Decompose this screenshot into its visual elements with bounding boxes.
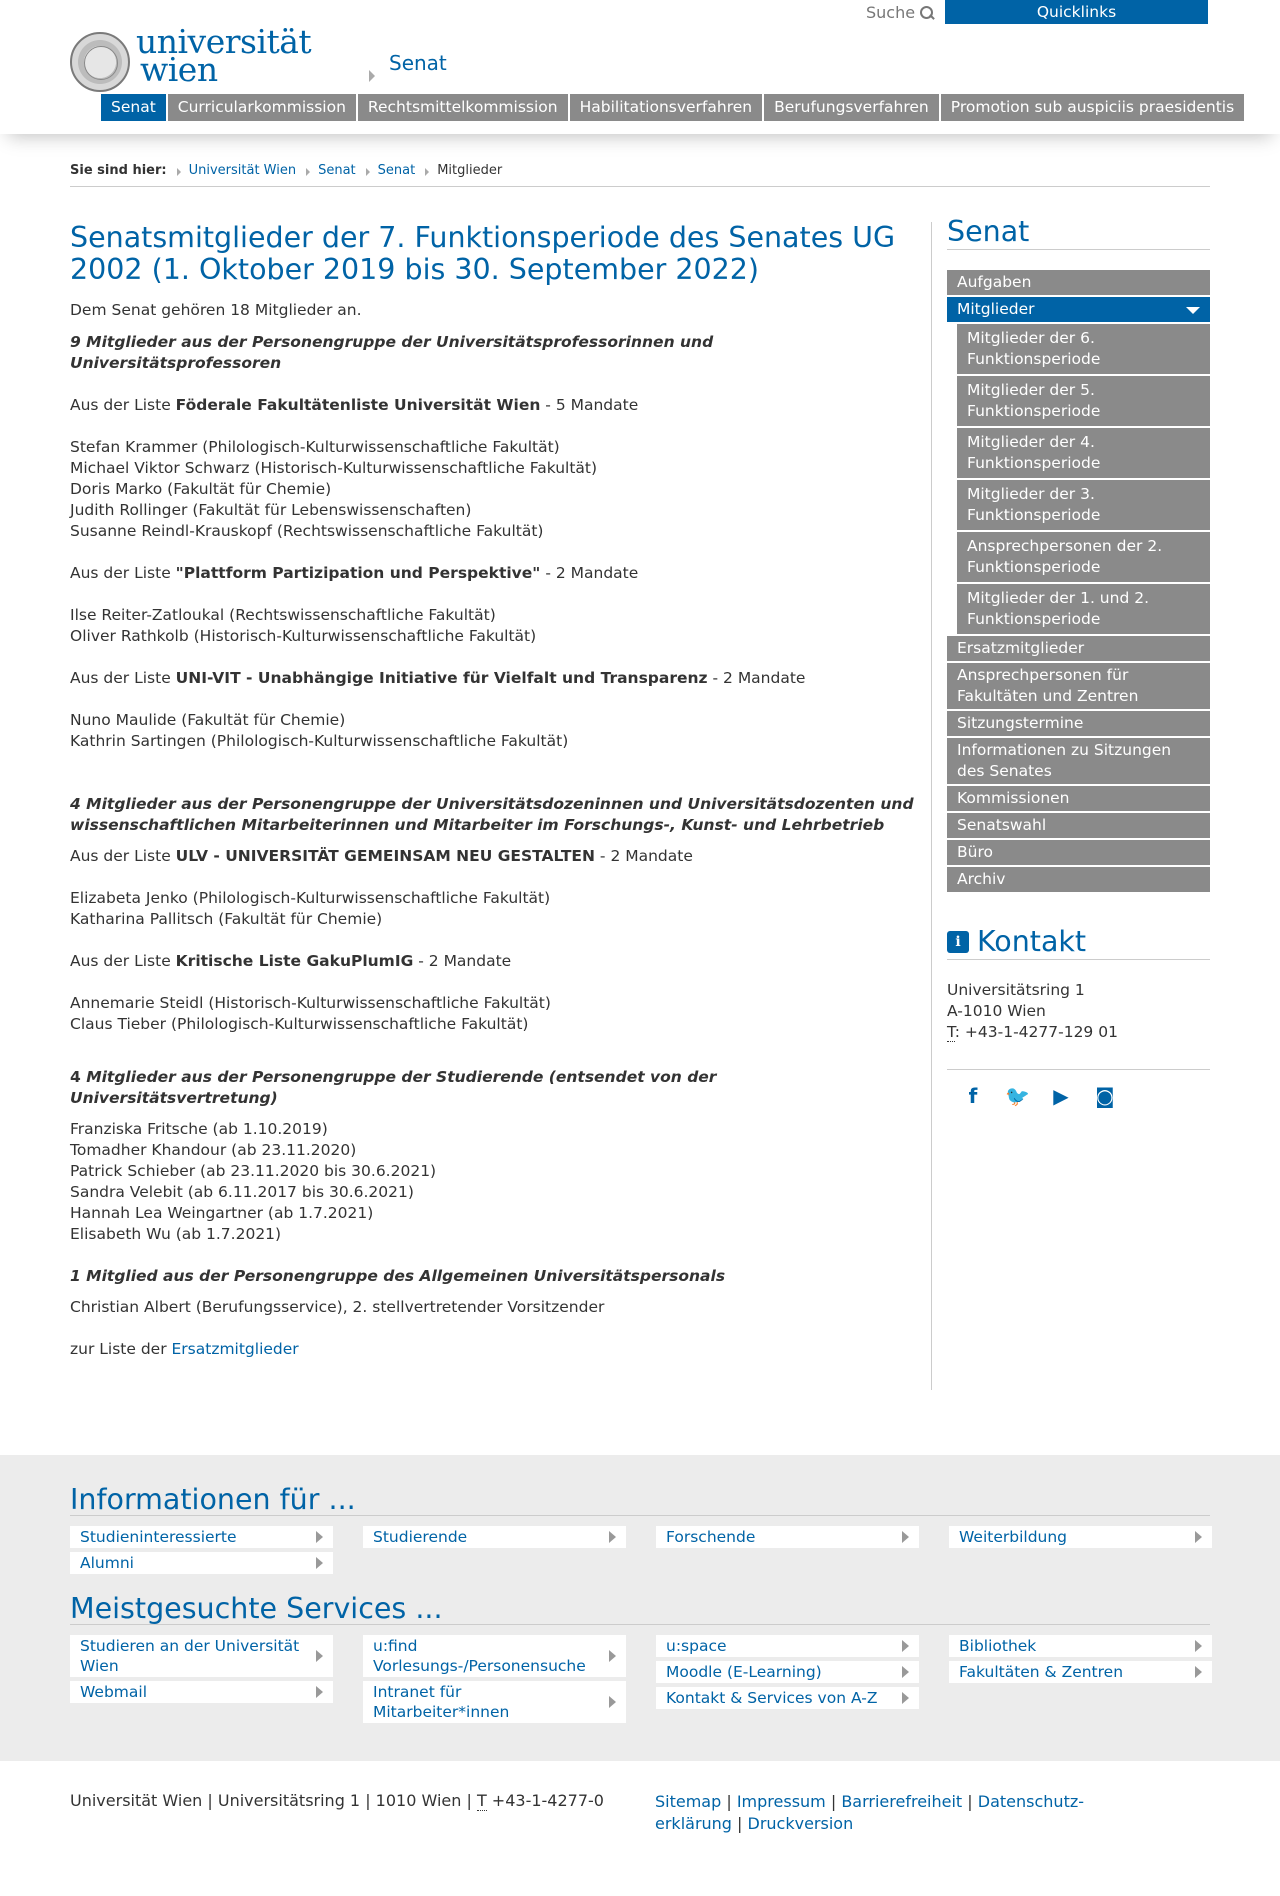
member-list	[70, 437, 920, 542]
link-studieninteressierte[interactable]: Studieninteressierte	[70, 1526, 333, 1548]
substitutes-link-text: zur Liste der Ersatzmitglieder	[70, 1340, 299, 1358]
sidebar	[947, 215, 1210, 1108]
nav-tab-promotion[interactable]: Promotion sub auspiciis praesidentis	[941, 94, 1244, 121]
member: Oliver Rathkolb (Historisch-Kulturwissenschaftliche Fakultät)	[70, 627, 537, 645]
member-list	[70, 993, 920, 1035]
link-kontakt-services[interactable]: Kontakt & Services von A-Z	[656, 1687, 919, 1709]
info-icon: i	[947, 931, 969, 953]
sidebar-item-senatswahl[interactable]: Senatswahl	[947, 813, 1210, 838]
group-heading-students: 4 Mitglieder aus der Personengruppe der Studierende (entsendet von der Universitätsvertretung)	[70, 1068, 717, 1107]
member: Tomadher Khandour (ab 23.11.2020)	[70, 1141, 357, 1159]
link-moodle[interactable]: Moodle (E-Learning)	[656, 1661, 919, 1683]
university-logo[interactable]	[70, 22, 312, 94]
twitter-icon[interactable]: 🐦	[1005, 1084, 1030, 1108]
nav-tab-rechtsmittelkommission[interactable]: Rechtsmittelkommission	[358, 94, 568, 121]
member: Katharina Pallitsch (Fakultät für Chemie)	[70, 910, 383, 928]
nav-tab-curricularkommission[interactable]: Curricularkommission	[168, 94, 356, 121]
sidebar-item-buero[interactable]: Büro	[947, 840, 1210, 865]
sidebar-item-mitglieder[interactable]: Mitglieder	[947, 297, 1210, 322]
info-links	[70, 1526, 1210, 1574]
sidebar-item-ansprechpersonen[interactable]: Ansprechpersonen für Fakultäten und Zentren	[947, 663, 1210, 709]
list-heading: Aus der Liste Kritische Liste GakuPlumIG - 2 Mandate	[70, 952, 512, 970]
breadcrumb-label: Sie sind hier:	[70, 163, 167, 178]
member: Christian Albert (Berufungsservice), 2. stellvertretender Vorsitzender	[70, 1298, 605, 1316]
search-icon	[919, 5, 935, 21]
breadcrumb-link-senat-1[interactable]: Senat	[318, 163, 356, 178]
breadcrumb-separator-icon	[366, 168, 370, 176]
services-heading: Meistgesuchte Services ...	[70, 1594, 1210, 1625]
list-heading: Aus der Liste UNI-VIT - Unabhängige Initiative für Vielfalt und Transparenz - 2 Mandate	[70, 669, 806, 687]
sidebar-item-ersatzmitglieder[interactable]: Ersatzmitglieder	[947, 636, 1210, 661]
kontakt-address: Universitätsring 1 A-1010 Wien T: +43-1-4277-129 01	[947, 981, 1118, 1041]
sidebar-item-kommissionen[interactable]: Kommissionen	[947, 786, 1210, 811]
group-heading-docents: 4 Mitglieder aus der Personengruppe der Universitätsdozeninnen und Universitätsdozenten und wissenschaftlichen Mitarbeiterinnen und Mitarbeiter im Forschungs-, Kunst- und Lehrbetrieb	[70, 795, 914, 834]
sidebar-subitem-4[interactable]: Mitglieder der 4. Funktionsperiode	[957, 428, 1210, 478]
list-heading: Aus der Liste "Plattform Partizipation und Perspektive" - 2 Mandate	[70, 564, 639, 582]
member: Susanne Reindl-Krauskopf (Rechtswissenschaftliche Fakultät)	[70, 522, 544, 540]
link-forschende[interactable]: Forschende	[656, 1526, 919, 1548]
sidebar-subitem-2[interactable]: Ansprechpersonen der 2. Funktionsperiode	[957, 532, 1210, 582]
substitutes-link[interactable]: Ersatzmitglieder	[171, 1340, 299, 1358]
services-links	[70, 1635, 1210, 1723]
sidebar-item-aufgaben[interactable]: Aufgaben	[947, 270, 1210, 295]
kontakt-heading: i Kontakt	[947, 925, 1210, 960]
member: Hannah Lea Weingartner (ab 1.7.2021)	[70, 1204, 374, 1222]
sidebar-subitem-1-2[interactable]: Mitglieder der 1. und 2. Funktionsperiode	[957, 584, 1210, 634]
sidebar-subitem-5[interactable]: Mitglieder der 5. Funktionsperiode	[957, 376, 1210, 426]
list-heading: Aus der Liste Föderale Fakultätenliste Universität Wien - 5 Mandate	[70, 396, 639, 414]
footer-links: Sitemap | Impressum | Barrierefreiheit | Datenschutz-erklärung | Druckversion	[655, 1792, 1085, 1833]
member: Claus Tieber (Philologisch-Kulturwissenschaftliche Fakultät)	[70, 1015, 529, 1033]
sidebar-item-archiv[interactable]: Archiv	[947, 867, 1210, 892]
breadcrumb-separator-icon	[425, 168, 429, 176]
main-content	[70, 222, 920, 1360]
info-heading: Informationen für ...	[70, 1485, 1210, 1516]
link-bibliothek[interactable]: Bibliothek	[949, 1635, 1212, 1657]
youtube-icon[interactable]: ▶	[1053, 1084, 1069, 1108]
breadcrumb-link-senat-2[interactable]: Senat	[377, 163, 416, 178]
sidebar-title: Senat	[947, 215, 1210, 250]
link-weiterbildung[interactable]: Weiterbildung	[949, 1526, 1212, 1548]
site-title[interactable]: Senat	[389, 51, 447, 75]
university-seal-icon	[70, 32, 130, 92]
sidebar-item-sitzungsinfos[interactable]: Informationen zu Sitzungen des Senates	[947, 738, 1210, 784]
logo-wordmark: universität wien	[136, 22, 312, 89]
footer-link-datenschutz[interactable]: Datenschutz-erklärung	[655, 1792, 1085, 1833]
site-header	[0, 0, 1280, 134]
content-divider	[931, 222, 932, 1390]
footer-link-impressum[interactable]: Impressum	[736, 1792, 826, 1811]
chevron-right-icon	[369, 70, 375, 82]
link-ufind[interactable]: u:find Vorlesungs-/Personensuche	[363, 1635, 626, 1677]
member: Kathrin Sartingen (Philologisch-Kulturwissenschaftliche Fakultät)	[70, 732, 569, 750]
member: Patrick Schieber (ab 23.11.2020 bis 30.6.2021)	[70, 1162, 437, 1180]
member-list	[70, 710, 920, 752]
instagram-icon[interactable]: ◙	[1095, 1084, 1115, 1108]
member: Judith Rollinger (Fakultät für Lebenswissenschaften)	[70, 501, 472, 519]
caret-down-icon	[1186, 307, 1200, 314]
sidebar-subitem-3[interactable]: Mitglieder der 3. Funktionsperiode	[957, 480, 1210, 530]
member: Michael Viktor Schwarz (Historisch-Kulturwissenschaftliche Fakultät)	[70, 459, 598, 477]
member: Franziska Fritsche (ab 1.10.2019)	[70, 1120, 328, 1138]
sidebar-subitem-6[interactable]: Mitglieder der 6. Funktionsperiode	[957, 324, 1210, 374]
group-heading-staff: 1 Mitglied aus der Personengruppe des Allgemeinen Universitätspersonals	[70, 1267, 726, 1285]
link-webmail[interactable]: Webmail	[70, 1681, 333, 1703]
member: Annemarie Steidl (Historisch-Kulturwissenschaftliche Fakultät)	[70, 994, 551, 1012]
member: Stefan Krammer (Philologisch-Kulturwissenschaftliche Fakultät)	[70, 438, 560, 456]
link-alumni[interactable]: Alumni	[70, 1552, 333, 1574]
list-heading: Aus der Liste ULV - UNIVERSITÄT GEMEINSAM NEU GESTALTEN - 2 Mandate	[70, 847, 693, 865]
member-list	[70, 605, 920, 647]
page-footer	[0, 1761, 1280, 1896]
breadcrumb-separator-icon	[306, 168, 310, 176]
nav-tab-berufungsverfahren[interactable]: Berufungsverfahren	[764, 94, 939, 121]
breadcrumb	[70, 163, 1210, 187]
footer-address: Universität Wien | Universitätsring 1 | 1010 Wien | T +43-1-4277-0	[70, 1791, 604, 1810]
member-list	[70, 888, 920, 930]
intro-text: Dem Senat gehören 18 Mitglieder an.	[70, 301, 362, 319]
social-links	[947, 1069, 1210, 1108]
footer-link-barrierefreiheit[interactable]: Barrierefreiheit	[841, 1792, 963, 1811]
nav-tab-senat[interactable]: Senat	[101, 94, 166, 121]
footer-link-sitemap[interactable]: Sitemap	[655, 1792, 722, 1811]
facebook-icon[interactable]: f	[968, 1084, 978, 1108]
link-uspace[interactable]: u:space	[656, 1635, 919, 1657]
link-studieren[interactable]: Studieren an der Universität Wien	[70, 1635, 333, 1677]
member: Ilse Reiter-Zatloukal (Rechtswissenschaftliche Fakultät)	[70, 606, 496, 624]
sidebar-item-sitzungstermine[interactable]: Sitzungstermine	[947, 711, 1210, 736]
top-navigation	[101, 94, 1244, 121]
member: Sandra Velebit (ab 6.11.2017 bis 30.6.2021)	[70, 1183, 414, 1201]
footer-link-druckversion[interactable]: Druckversion	[747, 1814, 854, 1833]
info-footer	[0, 1455, 1280, 1761]
link-intranet[interactable]: Intranet für Mitarbeiter*innen	[363, 1681, 626, 1723]
breadcrumb-link-universitaet[interactable]: Universität Wien	[188, 163, 297, 178]
member: Doris Marko (Fakultät für Chemie)	[70, 480, 332, 498]
search-button[interactable]	[866, 3, 935, 22]
link-fakultaeten[interactable]: Fakultäten & Zentren	[949, 1661, 1212, 1683]
member: Elisabeth Wu (ab 1.7.2021)	[70, 1225, 282, 1243]
breadcrumb-separator-icon	[177, 168, 181, 176]
search-label: Suche	[866, 3, 916, 22]
member: Nuno Maulide (Fakultät für Chemie)	[70, 711, 346, 729]
quicklinks-button[interactable]: Quicklinks	[945, 0, 1208, 24]
link-studierende[interactable]: Studierende	[363, 1526, 626, 1548]
nav-tab-habilitationsverfahren[interactable]: Habilitationsverfahren	[570, 94, 763, 121]
breadcrumb-current: Mitglieder	[437, 163, 503, 178]
group-heading-professors: 9 Mitglieder aus der Personengruppe der Universitätsprofessorinnen und Universitätsprofessoren	[70, 333, 714, 372]
page-title: Senatsmitglieder der 7. Funktionsperiode des Senates UG 2002 (1. Oktober 2019 bis 30. September 2022)	[70, 221, 896, 286]
member-list	[70, 1119, 920, 1245]
member: Elizabeta Jenko (Philologisch-Kulturwissenschaftliche Fakultät)	[70, 889, 551, 907]
